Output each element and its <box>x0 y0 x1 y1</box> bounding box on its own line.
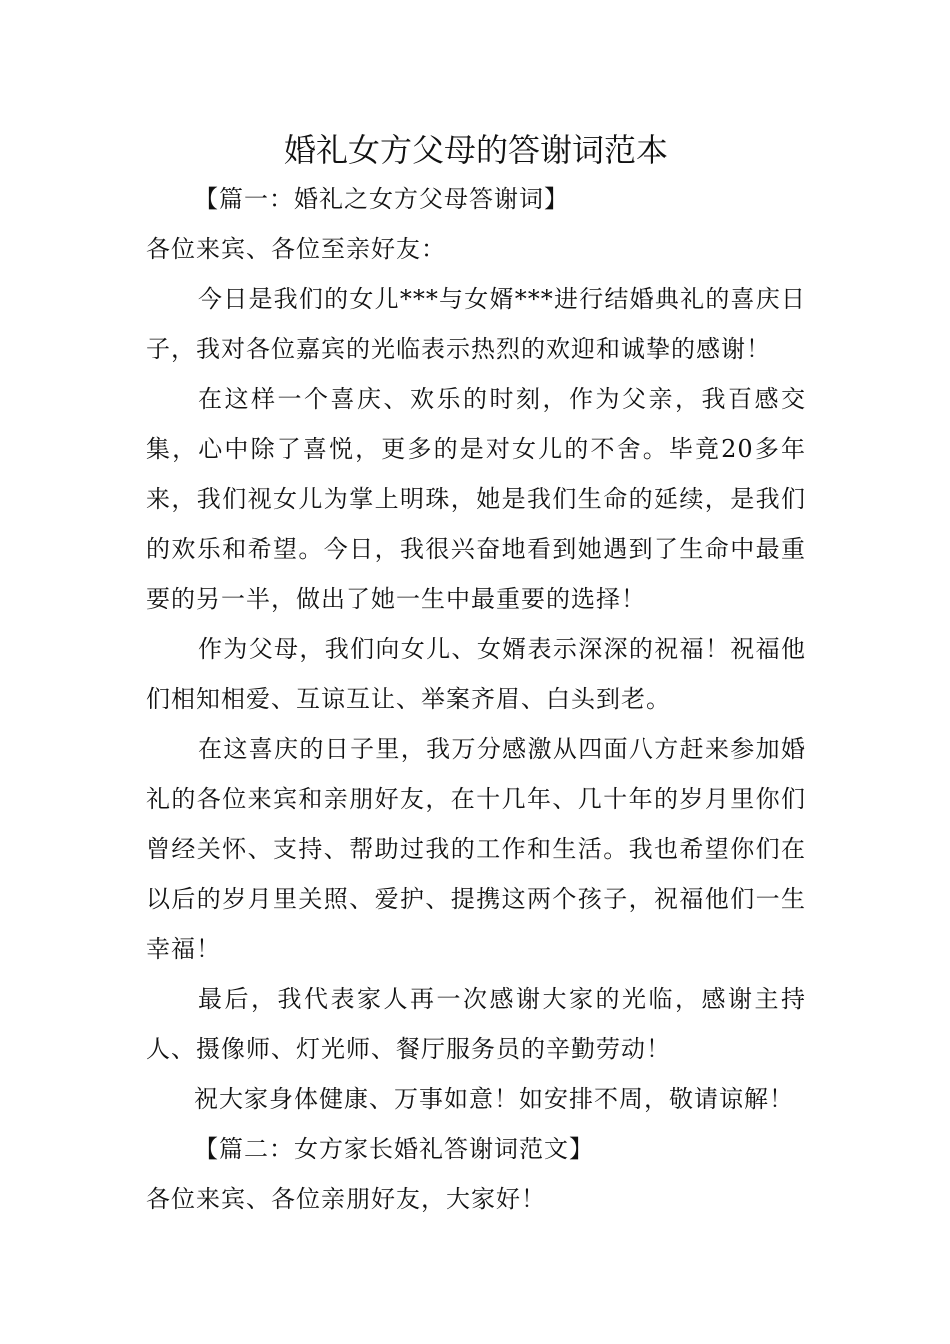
section-heading-2: 【篇二：女方家长婚礼答谢词范文】 <box>194 1135 594 1163</box>
paragraph-thanks-staff: 最后，我代表家人再一次感谢大家的光临，感谢主持人、摄像师、灯光师、餐厅服务员的辛勤劳动！ <box>146 985 806 1063</box>
paragraph-feelings: 在这样一个喜庆、欢乐的时刻，作为父亲，我百感交集，心中除了喜悦，更多的是对女儿的不舍。毕竟20多年来，我们视女儿为掌上明珠，她是我们生命的延续，是我们的欢乐和希望。今日，我很兴奋地看到她遇到了生命中最重要的另一半，做出了她一生中最重要的选择！ <box>146 385 806 613</box>
section-heading-1: 【篇一：婚礼之女方父母答谢词】 <box>194 185 569 213</box>
salutation-1: 各位来宾、各位至亲好友： <box>146 235 446 263</box>
paragraph-welcome: 今日是我们的女儿***与女婿***进行结婚典礼的喜庆日子，我对各位嘉宾的光临表示热烈的欢迎和诚挚的感谢！ <box>146 285 806 363</box>
paragraph-blessing: 作为父母，我们向女儿、女婿表示深深的祝福！祝福他们相知相爱、互谅互让、举案齐眉、白头到老。 <box>146 635 806 713</box>
salutation-2: 各位来宾、各位亲朋好友，大家好！ <box>146 1185 546 1213</box>
paragraph-closing-wish: 祝大家身体健康、万事如意！如安排不周，敬请谅解！ <box>194 1085 794 1113</box>
document-title: 婚礼女方父母的答谢词范本 <box>283 131 668 169</box>
paragraph-gratitude: 在这喜庆的日子里，我万分感激从四面八方赶来参加婚礼的各位来宾和亲朋好友，在十几年、几十年的岁月里你们曾经关怀、支持、帮助过我的工作和生活。我也希望你们在以后的岁月里关照、爱护、提携这两个孩子，祝福他们一生幸福！ <box>146 735 806 963</box>
document-body <box>146 174 806 1224</box>
